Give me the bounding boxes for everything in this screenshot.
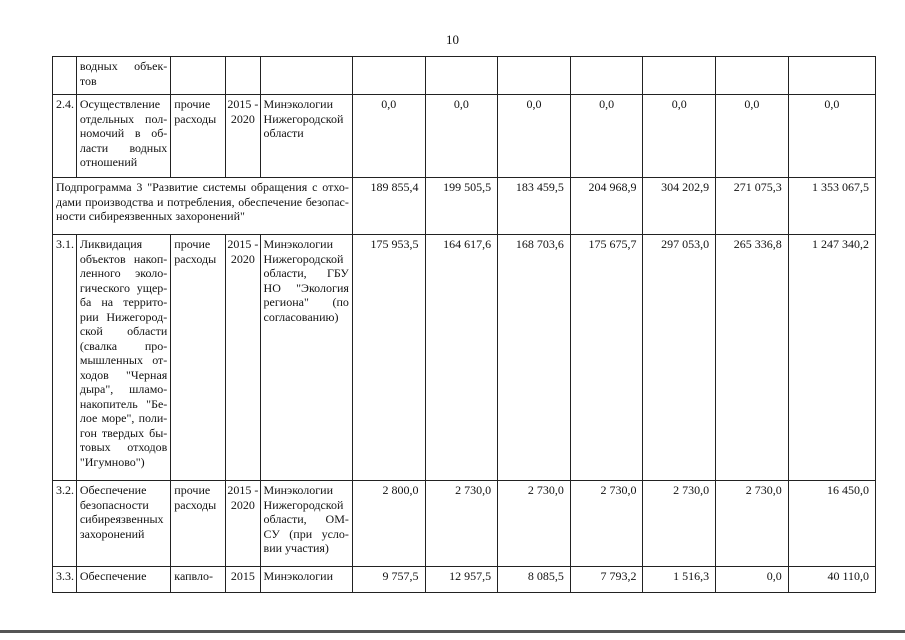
expense-type — [171, 57, 226, 95]
value-cell: 189 855,4 — [352, 178, 425, 235]
value-cell: 164 617,6 — [425, 235, 498, 481]
table-row — [53, 235, 876, 481]
value-cell: 175 675,7 — [570, 235, 643, 481]
value-cell: 1 516,3 — [643, 567, 716, 593]
years: 2015 - 2020 — [226, 95, 260, 178]
value-cell: 1 353 067,5 — [788, 178, 875, 235]
value-cell: 0,0 — [788, 95, 875, 178]
measure-name: Обеспечение безопасности сибиреязвенных захоронений — [76, 481, 170, 567]
measure-name: Обеспечение — [76, 567, 170, 593]
years — [226, 57, 260, 95]
value-cell: 199 505,5 — [425, 178, 498, 235]
value-cell: 0,0 — [643, 95, 716, 178]
value-cell — [570, 57, 643, 95]
value-cell: 168 703,6 — [498, 235, 571, 481]
value-cell: 0,0 — [425, 95, 498, 178]
value-cell — [498, 57, 571, 95]
value-cell: 40 110,0 — [788, 567, 875, 593]
value-cell: 271 075,3 — [716, 178, 789, 235]
value-cell: 2 730,0 — [643, 481, 716, 567]
value-cell — [643, 57, 716, 95]
years: 2015 - 2020 — [226, 235, 260, 481]
value-cell: 8 085,5 — [498, 567, 571, 593]
value-cell: 7 793,2 — [570, 567, 643, 593]
expense-type: прочие расходы — [171, 95, 226, 178]
subprogram-row — [53, 178, 876, 235]
measure-name: водных объек-тов — [76, 57, 170, 95]
table-row — [53, 567, 876, 593]
executor: Минэкологии Нижегородской области — [260, 95, 352, 178]
subprogram-title: Подпрограмма 3 "Развитие системы обращения с отхо-дами производства и потребления, обеспечение безопас-ности сибиреязвенных захоронений" — [53, 178, 353, 235]
value-cell: 2 730,0 — [570, 481, 643, 567]
value-cell: 0,0 — [570, 95, 643, 178]
expense-type: прочие расходы — [171, 481, 226, 567]
table-row — [53, 57, 876, 95]
value-cell — [788, 57, 875, 95]
value-cell: 12 957,5 — [425, 567, 498, 593]
expense-type: капвло- — [171, 567, 226, 593]
value-cell: 2 730,0 — [498, 481, 571, 567]
row-number — [53, 57, 77, 95]
row-number: 3.2. — [53, 481, 77, 567]
executor — [260, 57, 352, 95]
value-cell: 2 730,0 — [425, 481, 498, 567]
executor: Минэкологии Нижегородской области, ОМ-СУ (при усло-вии участия) — [260, 481, 352, 567]
table-row — [53, 95, 876, 178]
measure-name: Осуществление отдельных пол-номочий в об-ласти водных отношений — [76, 95, 170, 178]
page-number: 10 — [446, 32, 459, 47]
value-cell: 0,0 — [716, 567, 789, 593]
budget-table — [52, 56, 876, 593]
executor: Минэкологии Нижегородской области, ГБУ НО "Экология региона" (по согласованию) — [260, 235, 352, 481]
value-cell: 2 800,0 — [352, 481, 425, 567]
value-cell: 0,0 — [352, 95, 425, 178]
value-cell: 183 459,5 — [498, 178, 571, 235]
value-cell: 175 953,5 — [352, 235, 425, 481]
value-cell: 304 202,9 — [643, 178, 716, 235]
value-cell: 0,0 — [498, 95, 571, 178]
years: 2015 - 2020 — [226, 481, 260, 567]
value-cell — [716, 57, 789, 95]
value-cell: 9 757,5 — [352, 567, 425, 593]
value-cell: 0,0 — [716, 95, 789, 178]
value-cell: 1 247 340,2 — [788, 235, 875, 481]
value-cell: 204 968,9 — [570, 178, 643, 235]
years: 2015 — [226, 567, 260, 593]
row-number: 3.1. — [53, 235, 77, 481]
expense-type: прочие расходы — [171, 235, 226, 481]
page-bottom-edge — [0, 630, 905, 633]
value-cell: 2 730,0 — [716, 481, 789, 567]
row-number: 3.3. — [53, 567, 77, 593]
value-cell — [352, 57, 425, 95]
row-number: 2.4. — [53, 95, 77, 178]
table-row — [53, 481, 876, 567]
value-cell: 16 450,0 — [788, 481, 875, 567]
value-cell — [425, 57, 498, 95]
value-cell: 297 053,0 — [643, 235, 716, 481]
executor: Минэкологии — [260, 567, 352, 593]
measure-name: Ликвидация объектов накоп-ленного эколо-гического ущер-ба на террито-рии Нижегород-ской области (свалка про-мышленных от-ходов "Черная дыра", шламо-накопитель "Бе-лое море", поли-гон твердых бы-товых отходов "Игумново") — [76, 235, 170, 481]
value-cell: 265 336,8 — [716, 235, 789, 481]
